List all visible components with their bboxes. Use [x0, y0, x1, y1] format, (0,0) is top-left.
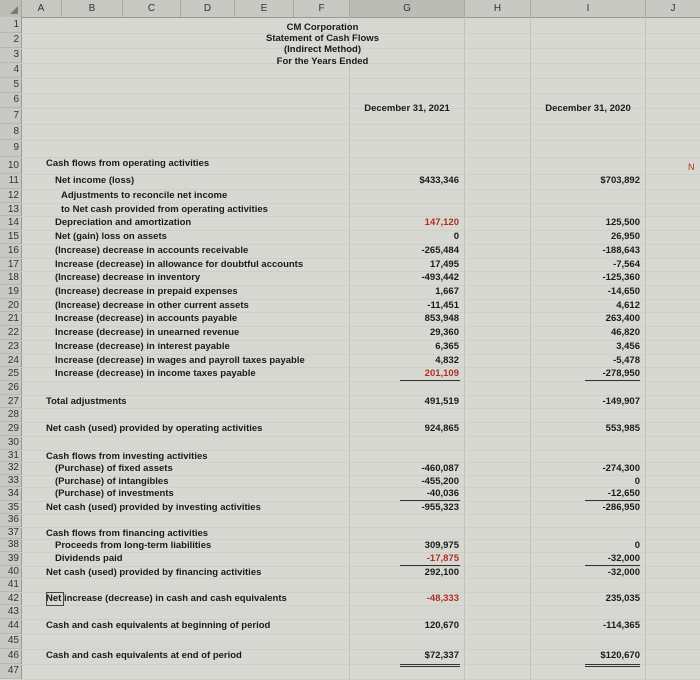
row-header[interactable]: 20: [0, 299, 21, 313]
row-header[interactable]: 9: [0, 140, 21, 156]
subtotal-underline: [400, 500, 460, 501]
value-2020: -114,365: [603, 620, 640, 632]
line-label: Cash and cash equivalents at beginning of period: [46, 620, 271, 632]
value-2020: -32,000: [607, 566, 640, 578]
column-header-f[interactable]: F: [294, 0, 350, 17]
active-cell-selection[interactable]: [46, 592, 64, 607]
row-header[interactable]: 2: [0, 33, 21, 48]
line-label: Net (gain) loss on assets: [55, 231, 167, 243]
row-header[interactable]: 16: [0, 244, 21, 258]
header-2020: December 31, 2020: [545, 103, 631, 114]
value-2020: -188,643: [602, 244, 640, 256]
value-2020: $703,892: [600, 175, 640, 187]
value-2020: 4,612: [616, 299, 640, 311]
value-2021: 309,975: [424, 540, 459, 552]
value-2020: 235,035: [605, 592, 640, 604]
value-2021: 201,109: [424, 368, 459, 380]
line-label: (Purchase) of intangibles: [55, 475, 169, 487]
column-header-a[interactable]: A: [21, 0, 62, 17]
line-label: Total adjustments: [46, 395, 127, 407]
total-double-underline: [585, 664, 640, 665]
period-label: For the Years Ended: [276, 56, 369, 67]
value-2020: 3,456: [616, 340, 640, 352]
column-header-d[interactable]: D: [181, 0, 235, 17]
value-2020: -7,564: [613, 258, 640, 270]
row-header[interactable]: 47: [0, 664, 21, 679]
line-label: Net cash (used) provided by financing activities: [46, 566, 262, 578]
column-header-g[interactable]: G: [350, 0, 465, 17]
row-header[interactable]: 10: [0, 157, 21, 174]
value-2021: $72,337: [424, 650, 459, 662]
row-header[interactable]: 38: [0, 539, 21, 551]
line-label: Cash flows from financing activities: [46, 527, 209, 539]
value-2020: -278,950: [602, 368, 640, 380]
subtotal-underline: [585, 565, 640, 566]
column-header-h[interactable]: H: [465, 0, 531, 17]
value-2020: 0: [634, 540, 640, 552]
row-header[interactable]: 29: [0, 422, 21, 436]
row-header[interactable]: 7: [0, 108, 21, 124]
row-header[interactable]: 6: [0, 93, 21, 108]
value-2021: 491,519: [424, 395, 459, 407]
line-label: Increase (decrease) in income taxes payable: [55, 368, 256, 380]
row-header[interactable]: 37: [0, 527, 21, 539]
select-all-corner[interactable]: [0, 0, 22, 17]
value-2021: -955,323: [421, 501, 459, 513]
value-2021: 4,832: [435, 354, 459, 366]
row-header[interactable]: 45: [0, 634, 21, 649]
value-2021: 0: [453, 231, 459, 243]
row-header[interactable]: 36: [0, 514, 21, 526]
value-2021: 1,667: [435, 286, 459, 298]
value-2021: 853,948: [424, 313, 459, 325]
value-2021: 120,670: [424, 620, 459, 632]
line-label: Depreciation and amortization: [55, 217, 192, 229]
value-2020: -286,950: [602, 501, 640, 513]
value-2020: -125,360: [602, 272, 640, 284]
row-header[interactable]: 42: [0, 592, 21, 606]
row-header[interactable]: 12: [0, 189, 21, 203]
line-label: Increase (decrease) in interest payable: [55, 340, 230, 352]
line-label: Net income (loss): [55, 175, 135, 187]
column-header-c[interactable]: C: [123, 0, 181, 17]
row-header[interactable]: 26: [0, 381, 21, 395]
line-label: Cash flows from investing activities: [46, 450, 208, 462]
line-label: to Net cash provided from operating activities: [61, 203, 268, 215]
row-header[interactable]: 34: [0, 487, 21, 501]
row-header[interactable]: 44: [0, 619, 21, 634]
row-header[interactable]: 31: [0, 450, 21, 462]
row-header[interactable]: 39: [0, 552, 21, 566]
row-header[interactable]: 5: [0, 78, 21, 93]
row-header[interactable]: 46: [0, 649, 21, 664]
line-label: Dividends paid: [55, 552, 123, 564]
row-header[interactable]: 41: [0, 578, 21, 592]
value-2021: $433,346: [419, 175, 459, 187]
subtotal-underline: [585, 380, 640, 381]
value-2020: 46,820: [610, 327, 640, 339]
row-header[interactable]: 35: [0, 501, 21, 515]
value-2021: 924,865: [424, 423, 459, 435]
row-header[interactable]: 3: [0, 48, 21, 63]
value-2021: 6,365: [435, 340, 459, 352]
line-label: Net increase (decrease) in cash and cash equivalents: [46, 592, 287, 604]
line-label: (Increase) decrease in accounts receivable: [55, 244, 249, 256]
row-header[interactable]: 18: [0, 271, 21, 285]
value-2020: -149,907: [602, 395, 640, 407]
line-label: Cash and cash equivalents at end of period: [46, 650, 242, 662]
column-header-i[interactable]: I: [531, 0, 646, 17]
value-2021: 292,100: [424, 566, 459, 578]
column-header-b[interactable]: B: [62, 0, 123, 17]
row-header[interactable]: 15: [0, 230, 21, 244]
row-header[interactable]: 21: [0, 312, 21, 326]
row-header[interactable]: 40: [0, 566, 21, 578]
value-2021: -17,875: [426, 552, 459, 564]
value-2021: -48,333: [426, 592, 459, 604]
total-double-underline: [585, 666, 640, 667]
subtotal-underline: [400, 380, 460, 381]
value-2020: -14,650: [607, 286, 640, 298]
value-2020: 263,400: [605, 313, 640, 325]
line-label: Net cash (used) provided by investing activities: [46, 501, 261, 513]
value-2021: 147,120: [424, 217, 459, 229]
value-2020: 553,985: [605, 423, 640, 435]
row-header[interactable]: 22: [0, 326, 21, 340]
total-double-underline: [400, 664, 460, 665]
value-2021: -40,036: [426, 488, 459, 499]
line-label: (Purchase) of investments: [55, 488, 174, 499]
value-2020: 26,950: [610, 231, 640, 243]
value-2020: $120,670: [600, 650, 640, 662]
value-2020: -274,300: [602, 463, 640, 475]
column-header-bar: [0, 0, 700, 18]
row-header[interactable]: 43: [0, 605, 21, 619]
value-2021: 29,360: [429, 327, 459, 339]
row-header[interactable]: 4: [0, 63, 21, 78]
row-header[interactable]: 8: [0, 124, 21, 140]
line-label: Increase (decrease) in accounts payable: [55, 313, 238, 325]
line-label: (Increase) decrease in other current assets: [55, 299, 249, 311]
row-header[interactable]: 23: [0, 340, 21, 354]
row-header[interactable]: 32: [0, 462, 21, 474]
line-label: Adjustments to reconcile net income: [61, 190, 228, 202]
row-header-bar: [0, 17, 22, 679]
row-header[interactable]: 1: [0, 17, 21, 33]
line-label: Cash flows from operating activities: [46, 157, 210, 169]
value-2021: -11,451: [427, 299, 459, 311]
row-header[interactable]: 11: [0, 174, 21, 189]
row-header[interactable]: 33: [0, 475, 21, 487]
value-2021: -460,087: [421, 463, 459, 475]
offscreen-text-fragment: N: [688, 162, 695, 172]
value-2021: -455,200: [421, 475, 459, 487]
value-2020: -12,650: [607, 488, 640, 499]
header-2021: December 31, 2021: [364, 103, 450, 114]
total-double-underline: [400, 666, 460, 667]
column-header-e[interactable]: E: [235, 0, 294, 17]
value-2020: -32,000: [607, 552, 640, 564]
line-label: Proceeds from long-term liabilities: [55, 540, 212, 552]
row-header[interactable]: 27: [0, 395, 21, 409]
method-label: (Indirect Method): [283, 44, 362, 55]
line-label: Increase (decrease) in unearned revenue: [55, 327, 240, 339]
column-header-j[interactable]: J: [670, 3, 676, 14]
value-2020: 125,500: [605, 217, 640, 229]
value-2020: 0: [634, 475, 640, 487]
row-header[interactable]: 25: [0, 367, 21, 381]
line-label: (Purchase) of fixed assets: [55, 463, 173, 475]
row-header[interactable]: 17: [0, 258, 21, 272]
row-header[interactable]: 13: [0, 203, 21, 217]
row-header[interactable]: 14: [0, 216, 21, 230]
row-header[interactable]: 24: [0, 354, 21, 368]
row-header[interactable]: 19: [0, 285, 21, 299]
line-label: Increase (decrease) in allowance for doubtful accounts: [55, 258, 304, 270]
line-label: Increase (decrease) in wages and payroll taxes payable: [55, 354, 305, 366]
row-header[interactable]: 30: [0, 436, 21, 450]
subtotal-underline: [400, 565, 460, 566]
line-label: Net cash (used) provided by operating activities: [46, 423, 263, 435]
row-header[interactable]: 28: [0, 408, 21, 422]
value-2020: -5,478: [613, 354, 640, 366]
statement-title: Statement of Cash Flows: [266, 33, 379, 44]
line-label: (Increase) decrease in inventory: [55, 272, 201, 284]
value-2021: 17,495: [429, 258, 459, 270]
value-2021: -493,442: [421, 272, 459, 284]
value-2021: -265,484: [421, 244, 459, 256]
line-label: (Increase) decrease in prepaid expenses: [55, 286, 238, 298]
company-name: CM Corporation: [286, 22, 359, 33]
subtotal-underline: [585, 500, 640, 501]
